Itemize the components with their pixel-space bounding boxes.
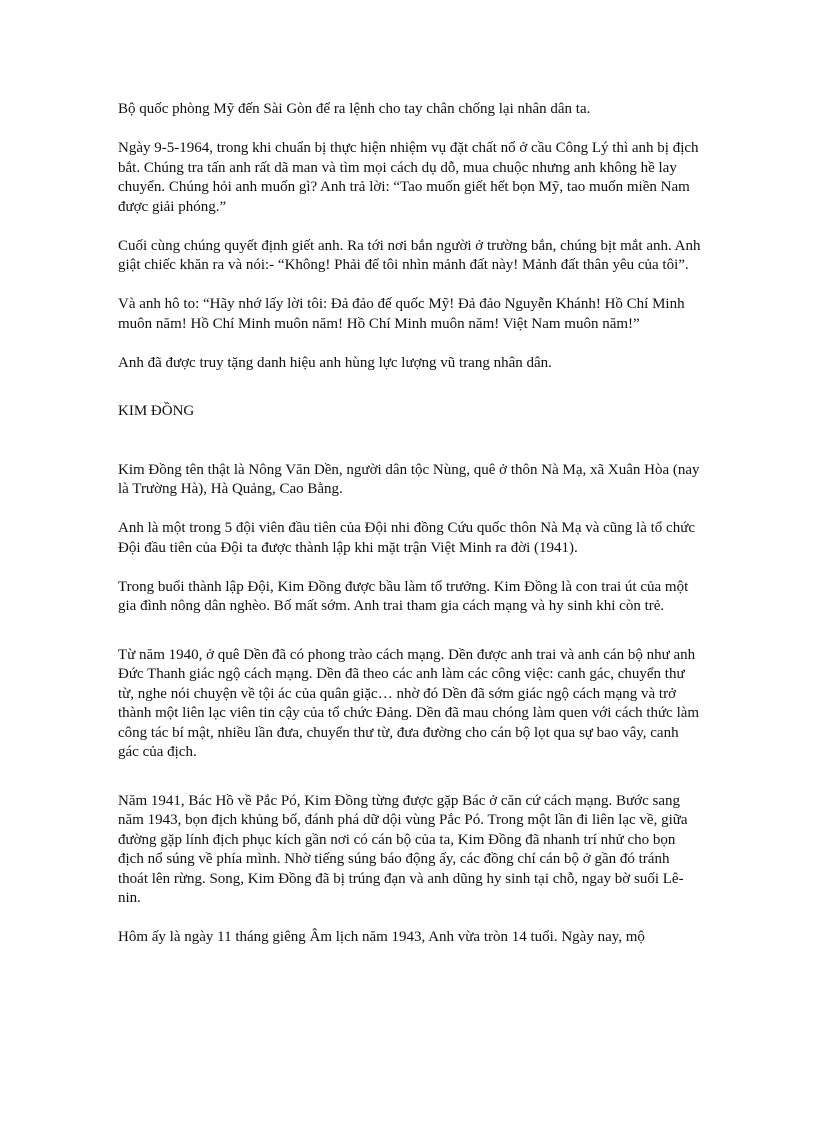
paragraph-team-founding: Anh là một trong 5 đội viên đầu tiên của Đội nhi đồng Cứu quốc thôn Nà Mạ và cũng là tổ chức Đội đầu tiên của Đội ta được thành lập khi mặt trận Việt Minh ra đời (1941).: [118, 520, 695, 556]
paragraph-award: Anh đã được truy tặng danh hiệu anh hùng lực lượng vũ trang nhân dân.: [118, 354, 552, 371]
paragraph-revolution: Từ năm 1940, ở quê Dền đã có phong trào cách mạng. Dền được anh trai và anh cán bộ như anh Đức Thanh giác ngộ cách mạng. Dền đã theo các anh làm các công việc: canh gác, chuyển thư từ, nghe nói chuyện về tội ác của quân giặc… nhờ đó Dền đã sớm giác ngộ cách mạng và trở thành một liên lạc viên tin cậy của tổ chức Đảng. Dền đã mau chóng làm quen với cách thức làm công tác bí mật, nhiều lần đưa, chuyển thư từ, đưa đường cho cán bộ lọt qua sự bao vây, canh gác của địch.: [118, 646, 700, 760]
paragraph-last-words: Và anh hô to: “Hãy nhớ lấy lời tôi: Đả đảo đế quốc Mỹ! Đả đảo Nguyễn Khánh! Hồ Chí Minh muôn năm! Hồ Chí Minh muôn năm! Hồ Chí Minh muôn năm! Việt Nam muôn năm!”: [118, 296, 685, 332]
paragraph-intro: Bộ quốc phòng Mỹ đến Sài Gòn để ra lệnh cho tay chân chống lại nhân dân ta.: [118, 101, 591, 117]
paragraph-team-leader: Trong buổi thành lập Đội, Kim Đồng được bầu làm tổ trưởng. Kim Đồng là con trai út của một gia đình nông dân nghèo. Bố mất sớm. Anh trai tham gia cách mạng và hy sinh khi còn trẻ.: [118, 578, 689, 614]
paragraph-sacrifice: Năm 1941, Bác Hồ về Pắc Pó, Kim Đồng từng được gặp Bác ở căn cứ cách mạng. Bước sang năm 1943, bọn địch khủng bố, đánh phá dữ dội vùng Pắc Pó. Trong một lần đi liên lạc về, giữa đường gặp lính địch phục kích gần nơi có cán bộ của ta, Kim Đồng đã nhanh trí nhử cho bọn địch nổ súng về phía mình. Nhờ tiếng súng báo động ấy, các đồng chí cán bộ ở gần đó tránh thoát lên rừng. Song, Kim Đồng đã bị trúng đạn và anh dũng hy sinh tại chỗ, ngay bờ suối Lê-nin.: [118, 792, 688, 906]
section-heading-kim-dong: KIM ĐỒNG: [118, 403, 195, 419]
paragraph-arrest: Ngày 9-5-1964, trong khi chuẩn bị thực hiện nhiệm vụ đặt chất nổ ở cầu Công Lý thì anh bị địch bắt. Chúng tra tấn anh rất dã man và tìm mọi cách dụ dỗ, mua chuộc nhưng anh không hề lay chuyển. Chúng hỏi anh muốn gì? Anh trả lời: “Tao muốn giết hết bọn Mỹ, tao muốn miền Nam được giải phóng.”: [118, 140, 699, 215]
document-page: [118, 100, 702, 967]
paragraph-execution: Cuối cùng chúng quyết định giết anh. Ra tới nơi bắn người ở trường bắn, chúng bịt mắt anh. Anh giật chiếc khăn ra và nói:- “Không! Phải để tôi nhìn mảnh đất này! Mảnh đất thân yêu của tôi”.: [118, 237, 701, 273]
paragraph-date: Hôm ấy là ngày 11 tháng giêng Âm lịch năm 1943, Anh vừa tròn 14 tuổi. Ngày nay, mộ: [118, 929, 645, 945]
paragraph-bio: Kim Đồng tên thật là Nông Văn Dền, người dân tộc Nùng, quê ở thôn Nà Mạ, xã Xuân Hòa (nay là Trường Hà), Hà Quảng, Cao Bằng.: [118, 461, 700, 497]
